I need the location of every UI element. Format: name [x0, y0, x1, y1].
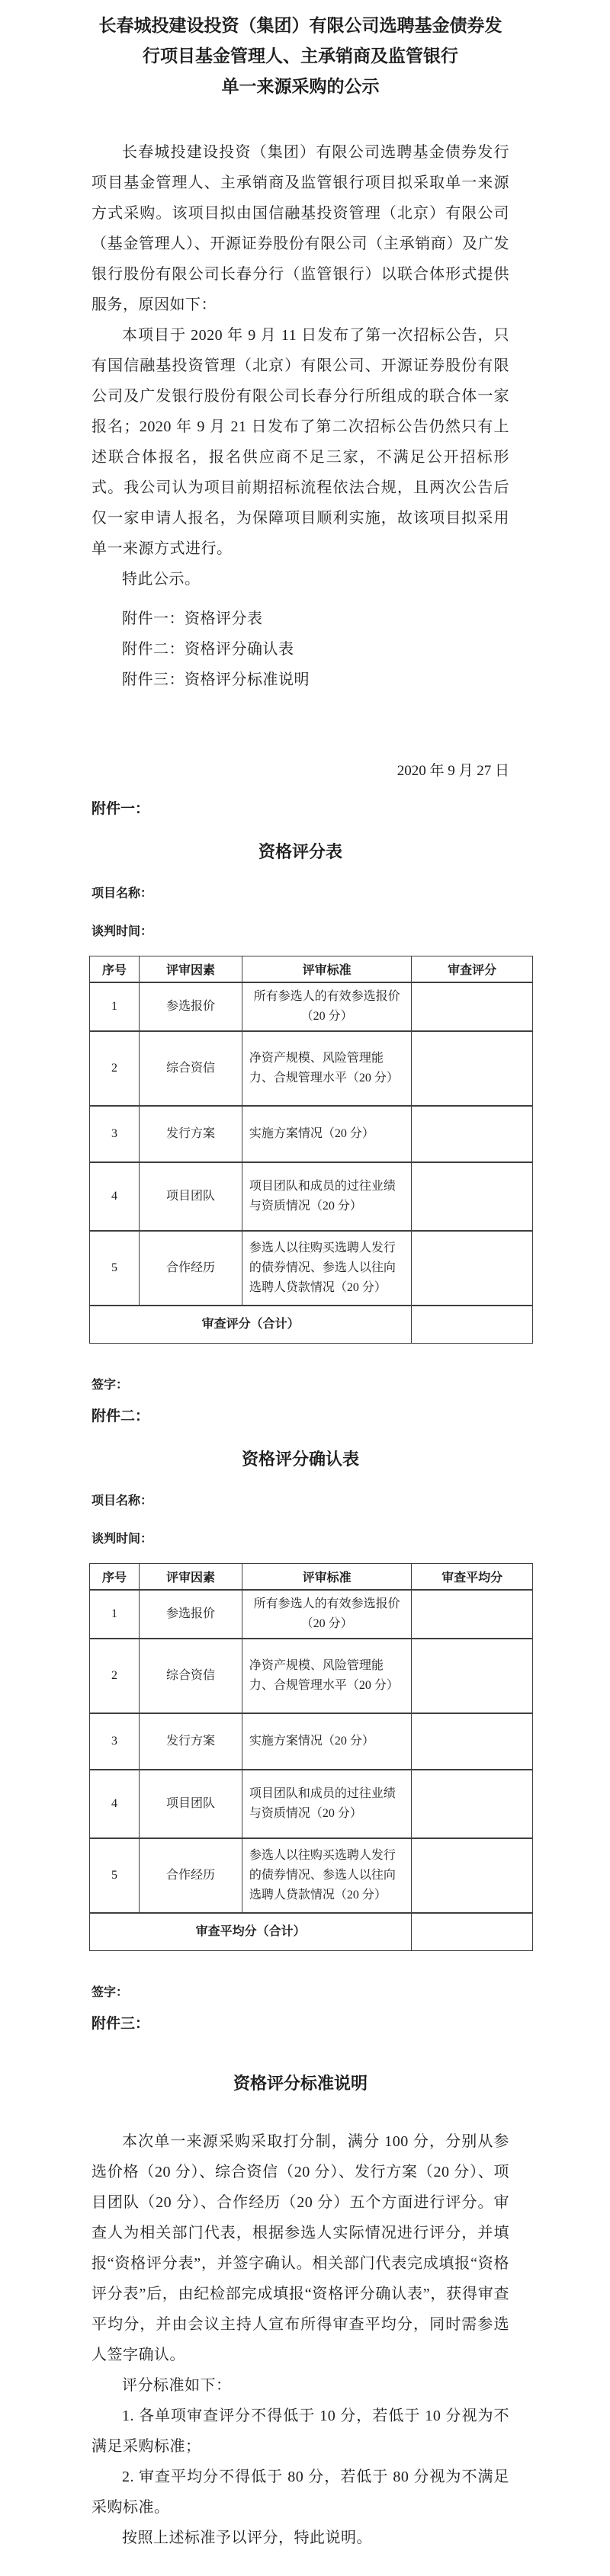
- col-header-factor: 评审因素: [140, 1564, 242, 1590]
- cell-no: 1: [90, 1590, 140, 1639]
- cell-no: 4: [90, 1770, 140, 1838]
- total-score: [412, 1913, 533, 1951]
- attachment-list-item-2: 附件二：资格评分确认表: [122, 641, 294, 658]
- table-header-row: [90, 1564, 533, 1590]
- cell-factor: 项目团队: [140, 1770, 242, 1838]
- cell-factor: 综合资信: [140, 1639, 242, 1713]
- table-header-row: [90, 956, 533, 982]
- attachment-list-item-3: 附件三：资格评分标准说明: [122, 671, 310, 688]
- col-header-factor: 评审因素: [140, 956, 242, 982]
- doc-title: [92, 11, 509, 102]
- attachment-1-label: 附件一：: [92, 801, 150, 817]
- cell-score: [412, 1162, 533, 1231]
- cell-factor: 项目团队: [140, 1162, 242, 1231]
- cell-score: [412, 1031, 533, 1106]
- cell-score: [412, 1231, 533, 1306]
- table-row: [90, 1770, 533, 1838]
- table-total-row: [90, 1306, 533, 1344]
- total-score: [412, 1306, 533, 1344]
- cell-score: [412, 1590, 533, 1639]
- qualification-score-confirmation-table: [89, 1563, 533, 1951]
- cell-no: 3: [90, 1713, 140, 1770]
- cell-criteria: 净资产规模、风险管理能力、合规管理水平（20 分）: [242, 1639, 412, 1713]
- scoring-closing-note: 按照上述标准予以评分，特此说明。: [122, 2530, 372, 2546]
- cell-no: 2: [90, 1639, 140, 1713]
- attachment-list-item-1: 附件一：资格评分表: [122, 610, 263, 627]
- total-label: 审查平均分（合计）: [90, 1913, 412, 1951]
- attachment-list: [92, 604, 509, 695]
- col-header-average-score: 审查平均分: [412, 1564, 533, 1590]
- attachment-3-label: 附件三：: [92, 2016, 150, 2032]
- cell-criteria: 项目团队和成员的过往业绩与资质情况（20 分）: [242, 1162, 412, 1231]
- attachment-2-title: 资格评分确认表: [241, 1450, 359, 1469]
- scoring-rule-item-2: 2. 审查平均分不得低于 80 分，若低于 80 分视为不满足采购标准。: [92, 2469, 509, 2516]
- cell-score: [412, 1713, 533, 1770]
- table-row: [90, 1162, 533, 1231]
- scoring-rules-paragraph: 本次单一来源采购采取打分制，满分 100 分，分别从参选价格（20 分）、综合资信（20 分）、发行方案（20 分）、项目团队（20 分）、合作经历（20 分）五个方面进行评分。审查人为相关部门代表，根据参选人实际情况进行评分，并填报“资格评分表”，并签字确认。相关部门代表完成填报“资格评分表”后，由纪检部完成填报“资格评分确认表”，获得审查平均分，并由会议主持人宣布所得审查平均分，同时需参选人签字确认。: [92, 2133, 509, 2363]
- table-row: [90, 982, 533, 1031]
- table-total-row: [90, 1913, 533, 1951]
- table-row: [90, 1231, 533, 1306]
- cell-no: 2: [90, 1031, 140, 1106]
- cell-factor: 合作经历: [140, 1231, 242, 1306]
- qualification-score-table: [89, 956, 533, 1344]
- attachment-1-project-name-label: 项目名称：: [92, 887, 153, 900]
- attachment-3-section: [92, 2014, 509, 2553]
- paragraph-intro: 长春城投建设投资（集团）有限公司选聘基金债券发行项目基金管理人、主承销商及监管银行项目拟采取单一来源方式采购。该项目拟由国信融基投资管理（北京）有限公司（基金管理人）、开源证券股份有限公司（主承销商）及广发银行股份有限公司长春分行（监管银行）以联合体形式提供服务，原因如下：: [92, 144, 509, 313]
- scoring-criteria-intro: 评分标准如下：: [122, 2377, 232, 2394]
- table-row: [90, 1713, 533, 1770]
- doc-title-line-1: 长春城投建设投资（集团）有限公司选聘基金债券发: [98, 16, 502, 35]
- doc-title-line-2: 行项目基金管理人、主承销商及监管银行: [143, 46, 458, 66]
- cell-criteria: 净资产规模、风险管理能力、合规管理水平（20 分）: [242, 1031, 412, 1106]
- paragraph-bidding-history: 本项目于 2020 年 9 月 11 日发布了第一次招标公告，只有国信融基投资管理（北京）有限公司、开源证券股份有限公司及广发银行股份有限公司长春分行所组成的联合体一家报名；2020 年 9 月 21 日发布了第二次招标公告仍然只有上述联合体报名，报名供应商不足三家，不满足公开招标形式。我公司认为项目前期招标流程依法合规，且两次公告后仅一家申请人报名，为保障项目顺利实施，故该项目拟采用单一来源方式进行。: [92, 327, 509, 557]
- attachment-1-signature-label: 签字：: [92, 1379, 129, 1392]
- attachment-2-signature-label: 签字：: [92, 1986, 129, 1999]
- attachment-2-negotiation-time-label: 谈判时间：: [92, 1533, 153, 1546]
- attachment-1-section: [92, 799, 509, 1394]
- table-row: [90, 1590, 533, 1639]
- cell-score: [412, 1639, 533, 1713]
- cell-factor: 合作经历: [140, 1838, 242, 1913]
- col-header-no: 序号: [90, 1564, 140, 1590]
- cell-factor: 综合资信: [140, 1031, 242, 1106]
- table-row: [90, 1838, 533, 1913]
- cell-no: 3: [90, 1106, 140, 1162]
- cell-criteria: 所有参选人的有效参选报价（20 分）: [242, 1590, 412, 1639]
- table-row: [90, 1031, 533, 1106]
- doc-date: 2020 年 9 月 27 日: [396, 763, 509, 779]
- scoring-rule-item-1: 1. 各单项审查评分不得低于 10 分，若低于 10 分视为不满足采购标准；: [92, 2408, 509, 2455]
- cell-factor: 发行方案: [140, 1106, 242, 1162]
- col-header-criteria: 评审标准: [242, 956, 412, 982]
- total-label: 审查评分（合计）: [90, 1306, 412, 1344]
- col-header-criteria: 评审标准: [242, 1564, 412, 1590]
- cell-score: [412, 1770, 533, 1838]
- cell-no: 5: [90, 1231, 140, 1306]
- attachment-1-negotiation-time-label: 谈判时间：: [92, 925, 153, 938]
- attachment-3-title: 资格评分标准说明: [233, 2074, 368, 2093]
- cell-score: [412, 1106, 533, 1162]
- cell-factor: 参选报价: [140, 1590, 242, 1639]
- attachment-2-label: 附件二：: [92, 1408, 150, 1424]
- paragraph-notice: 特此公示。: [122, 571, 201, 588]
- col-header-no: 序号: [90, 956, 140, 982]
- cell-criteria: 实施方案情况（20 分）: [242, 1106, 412, 1162]
- table-row: [90, 1639, 533, 1713]
- col-header-score: 审查评分: [412, 956, 533, 982]
- cell-no: 4: [90, 1162, 140, 1231]
- cell-criteria: 实施方案情况（20 分）: [242, 1713, 412, 1770]
- cell-no: 1: [90, 982, 140, 1031]
- cell-criteria: 参选人以往购买选聘人发行的债券情况、参选人以往向选聘人贷款情况（20 分）: [242, 1838, 412, 1913]
- cell-score: [412, 982, 533, 1031]
- cell-criteria: 所有参选人的有效参选报价（20 分）: [242, 982, 412, 1031]
- cell-no: 5: [90, 1838, 140, 1913]
- attachment-1-title: 资格评分表: [258, 842, 342, 861]
- doc-title-line-3: 单一来源采购的公示: [221, 77, 380, 96]
- cell-criteria: 参选人以往购买选聘人发行的债券情况、参选人以往向选聘人贷款情况（20 分）: [242, 1231, 412, 1306]
- cell-factor: 参选报价: [140, 982, 242, 1031]
- cell-factor: 发行方案: [140, 1713, 242, 1770]
- attachment-2-section: [92, 1406, 509, 2001]
- attachment-2-project-name-label: 项目名称：: [92, 1495, 153, 1507]
- cell-score: [412, 1838, 533, 1913]
- table-row: [90, 1106, 533, 1162]
- cell-criteria: 项目团队和成员的过往业绩与资质情况（20 分）: [242, 1770, 412, 1838]
